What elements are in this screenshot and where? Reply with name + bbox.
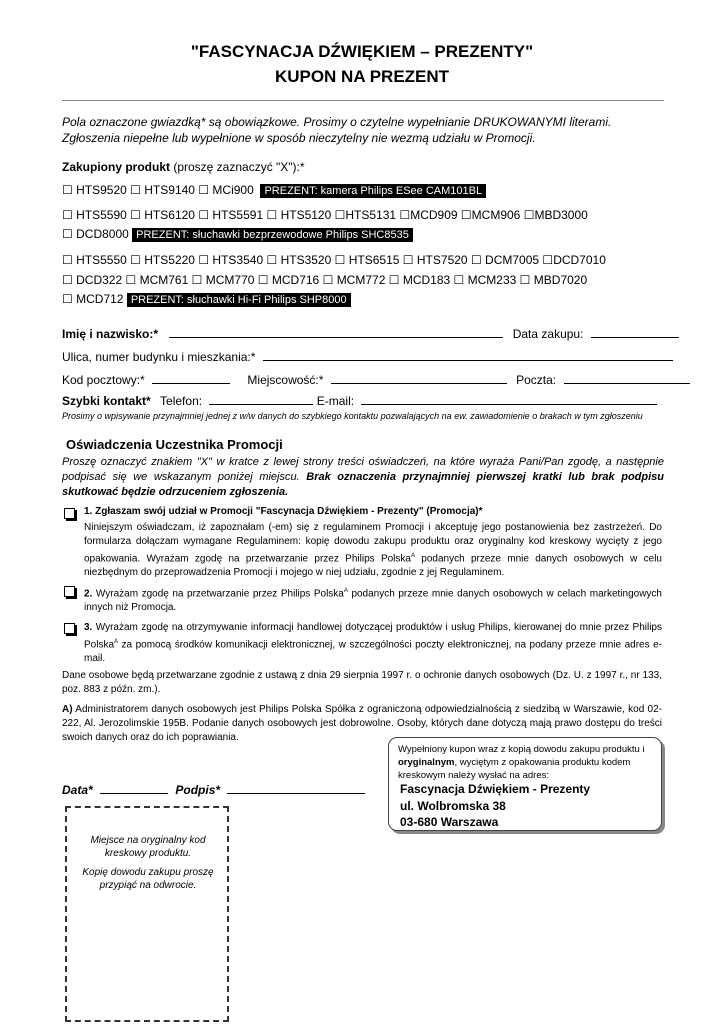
product-option: HTS5120	[280, 208, 332, 222]
checkbox[interactable]: ☐	[460, 208, 472, 222]
product-option: MCM772	[336, 273, 386, 287]
barcode-placeholder-box	[65, 806, 229, 1022]
consent-1-checkbox[interactable]	[64, 508, 75, 519]
checkbox[interactable]: ☐	[519, 273, 531, 287]
consent-2-text	[84, 584, 662, 615]
product-row-5	[62, 273, 587, 287]
checkbox[interactable]: ☐	[322, 273, 334, 287]
checkbox[interactable]: ☐	[470, 253, 482, 267]
product-option: MCD712	[76, 292, 124, 306]
signature-row	[62, 782, 365, 797]
divider	[62, 100, 664, 101]
sign-date-field[interactable]	[100, 782, 168, 794]
street-label: Ulica, numer budynku i mieszkania:*	[62, 350, 256, 364]
product-hint: (proszę zaznaczyć "X"):*	[170, 160, 305, 174]
checkbox[interactable]: ☐	[388, 273, 400, 287]
product-label: Zakupiony produkt	[62, 160, 170, 174]
phone-label: Telefon:	[160, 394, 203, 408]
checkbox[interactable]: ☐	[130, 183, 141, 197]
name-row	[62, 326, 679, 341]
checkbox[interactable]: ☐	[542, 253, 554, 267]
name-label: Imię i nazwisko:*	[62, 327, 159, 341]
checkbox[interactable]: ☐	[130, 253, 141, 267]
product-heading	[62, 160, 305, 174]
date-label: Data zakupu:	[512, 327, 584, 341]
product-row-2	[62, 208, 588, 222]
superscript: A	[343, 588, 348, 594]
product-option: DCM7005	[485, 253, 540, 267]
checkbox[interactable]: ☐	[523, 208, 535, 222]
mailing-text-a: Wypełniony kupon wraz z kopią dowodu zakupu produktu i	[398, 744, 645, 755]
address-line-1: Fascynacja Dźwiękiem - Prezenty	[400, 782, 591, 796]
product-option: HTS3520	[280, 253, 332, 267]
consent-2-text-b: podanych przeze mnie danych osobowych w celach marketingowych innych niż Promocja.	[84, 588, 662, 614]
city-label: Miejscowość:*	[247, 373, 324, 387]
address-line-3: 03-680 Warszawa	[400, 815, 499, 829]
contact-note: Prosimy o wpisywanie przynajmniej jednej z w/w danych do szybkiego kontaktu pozwalających na ew. zawiadomienie o brakach w tym zgłoszeniu	[62, 411, 643, 421]
signature-field[interactable]	[227, 782, 365, 794]
product-option: MCD909	[410, 208, 458, 222]
checkbox[interactable]: ☐	[62, 227, 73, 241]
post-label: Poczta:	[516, 373, 557, 387]
product-option: MBD3000	[534, 208, 588, 222]
checkbox[interactable]: ☐	[198, 208, 210, 222]
checkbox[interactable]: ☐	[191, 273, 203, 287]
checkbox[interactable]: ☐	[125, 273, 137, 287]
zip-field[interactable]	[152, 372, 230, 384]
product-option: HTS9520	[76, 183, 127, 197]
checkbox[interactable]: ☐	[198, 183, 210, 197]
street-field[interactable]	[263, 349, 673, 361]
consent-3-number: 3.	[84, 622, 93, 633]
checkbox[interactable]: ☐	[334, 208, 346, 222]
declarations-warning: Brak oznaczenia przynajmniej pierwszej kratki lub brak podpisu skutkować będzie odrzuceniem zgłoszenia.	[62, 471, 665, 498]
page-subtitle: KUPON NA PREZENT	[274, 67, 450, 86]
email-label: E-mail:	[316, 394, 355, 408]
checkbox[interactable]: ☐	[453, 273, 465, 287]
product-option: HTS6120	[144, 208, 195, 222]
consent-2-checkbox[interactable]	[64, 586, 75, 597]
product-option: HTS7520	[416, 253, 468, 267]
checkbox[interactable]: ☐	[266, 208, 278, 222]
checkbox[interactable]: ☐	[399, 208, 411, 222]
prize-label: PREZENT: kamera Philips ESee CAM101BL	[260, 184, 486, 198]
product-option: DCD7010	[553, 253, 606, 267]
address-line-2: ul. Wolbromska 38	[400, 799, 506, 813]
declarations-heading: Oświadczenia Uczestnika Promocji	[66, 437, 283, 452]
contact-row	[62, 393, 657, 408]
consent-1-text-b: podanych przeze mnie danych osobowych w celu niezbędnym do przeprowadzenia Promocji i mojego w niej udziału, zgodnie z jej Regulaminem.	[84, 553, 662, 579]
product-option: MBD7020	[533, 273, 588, 287]
checkbox[interactable]: ☐	[62, 253, 73, 267]
consent-3-text-a: Wyrażam zgodę na otrzymywanie informacji handlowej dotyczącej produktów i usług Philips, kierowanej do mnie przez Philips Polska	[84, 622, 662, 651]
declarations-intro	[62, 455, 664, 500]
name-field[interactable]	[169, 326, 503, 338]
superscript: A	[410, 553, 415, 559]
admin-marker: A)	[62, 704, 73, 715]
product-option: MCi900	[212, 183, 254, 197]
date-sign-label: Data*	[62, 783, 93, 797]
product-option: MCD183	[402, 273, 451, 287]
product-option: HTS5220	[144, 253, 195, 267]
signature-label: Podpis*	[175, 783, 221, 797]
consent-1-text	[84, 521, 662, 580]
admin-text: Administratorem danych osobowych jest Philips Polska Spółka z ograniczoną odpowiedzialnością z siedzibą w Warszawie, kod 02-222, Al. Jerozolimskie 195B. Podanie danych osobowych jest dobrowolne. Osoby, których dane dotyczą mają prawo dostępu do treści swoich danych oraz do ich poprawiania.	[62, 704, 662, 743]
product-row-4	[62, 253, 606, 267]
city-row	[62, 372, 690, 387]
contact-label: Szybki kontakt*	[62, 394, 151, 408]
product-option: HTS5591	[212, 208, 264, 222]
checkbox[interactable]: ☐	[130, 208, 141, 222]
consent-3-checkbox[interactable]	[64, 623, 75, 634]
product-option: MCM770	[205, 273, 255, 287]
product-option: MCD716	[271, 273, 320, 287]
product-option: MCM233	[467, 273, 517, 287]
checkbox[interactable]: ☐	[266, 253, 278, 267]
checkbox[interactable]: ☐	[334, 253, 346, 267]
street-row	[62, 349, 673, 364]
product-option: DCD8000	[76, 227, 129, 241]
product-row-3	[62, 227, 413, 242]
product-option: HTS9140	[144, 183, 195, 197]
consent-1-text-a: Niniejszym oświadczam, iż zapoznałam (-em) się z regulaminem Promocji i akceptuję jego postanowienia bez zastrzeżeń. Do formularza dołączam wymagane Regulaminem: kopię dowodu zakupu produktu oraz oryginalny kod kreskowy wycięty z jego opakowania. Wyrażam zgodę na przetwarzanie przez Philips Polska	[84, 522, 662, 565]
purchase-date-field[interactable]	[591, 326, 679, 338]
declarations-intro-text: Proszę oznaczyć znakiem "X" w kratce z lewej strony treści oświadczeń, na które wyraża Pani/Pan zgodę, a następnie podpisać się we wskazanym poniżej miejscu.	[62, 456, 664, 483]
barcode-note: Miejsce na oryginalny kod kreskowy produktu.	[90, 835, 206, 859]
prize-label: PREZENT: słuchawki Hi-Fi Philips SHP8000	[127, 293, 351, 307]
product-option: MCM761	[139, 273, 189, 287]
product-option: MCM906	[471, 208, 521, 222]
page-title: "FASCYNACJA DŹWIĘKIEM – PREZENTY"	[190, 42, 534, 61]
email-field[interactable]	[361, 393, 657, 405]
intro-line-1: Pola oznaczone gwiazdką* są obowiązkowe. Prosimy o czytelne wypełnianie DRUKOWANYMI literami.	[62, 115, 612, 129]
city-field[interactable]	[331, 372, 507, 384]
post-field[interactable]	[564, 372, 690, 384]
checkbox[interactable]: ☐	[198, 253, 210, 267]
checkbox[interactable]: ☐	[62, 183, 73, 197]
receipt-note: Kopię dowodu zakupu proszę przypiąć na odwrocie.	[82, 867, 214, 891]
product-row-6	[62, 292, 351, 307]
product-option: HTS5131	[345, 208, 397, 222]
checkbox[interactable]: ☐	[62, 273, 73, 287]
product-option: HTS5590	[76, 208, 127, 222]
checkbox[interactable]: ☐	[402, 253, 414, 267]
consent-3-text	[84, 621, 662, 666]
consent-2-text-a: Wyrażam zgodę na przetwarzanie przez Philips Polska	[92, 588, 344, 600]
checkbox[interactable]: ☐	[62, 208, 73, 222]
superscript: A	[114, 639, 119, 645]
mailing-text-b: , wyciętym z opakowania produktu kodem kreskowym należy wysłać na adres:	[398, 757, 631, 781]
prize-label: PREZENT: słuchawki bezprzewodowe Philips SHC8535	[132, 228, 413, 242]
checkbox[interactable]: ☐	[257, 273, 269, 287]
product-option: HTS5550	[76, 253, 127, 267]
product-option: HTS3540	[212, 253, 264, 267]
phone-field[interactable]	[209, 393, 313, 405]
consent-2-number: 2.	[84, 588, 93, 600]
checkbox[interactable]: ☐	[62, 292, 73, 306]
product-row-1	[62, 183, 486, 198]
consent-3-text-b: za pomocą środków komunikacji elektronicznej, w szczególności poczty elektronicznej, na podany przeze mnie adres e-mail.	[84, 639, 662, 665]
consent-1-title: 1. Zgłaszam swój udział w Promocji "Fascynacja Dźwiękiem - Prezenty" (Promocja)*	[84, 506, 483, 517]
mailing-address-box	[388, 737, 662, 831]
product-option: HTS6515	[348, 253, 400, 267]
mailing-instructions	[398, 743, 656, 782]
product-option: DCD322	[76, 273, 123, 287]
intro-line-2: Zgłoszenia niepełne lub wypełnione w sposób nieczytelny nie wezmą udziału w Promocji.	[62, 131, 536, 145]
data-law-note: Dane osobowe będą przetwarzane zgodnie z ustawą z dnia 29 sierpnia 1997 r. o ochronie danych osobowych (Dz. U. z 1997 r., nr 133, poz. 883 z późn. zm.).	[62, 670, 662, 695]
mailing-text-bold: oryginalnym	[398, 757, 455, 768]
zip-label: Kod pocztowy:*	[62, 373, 145, 387]
